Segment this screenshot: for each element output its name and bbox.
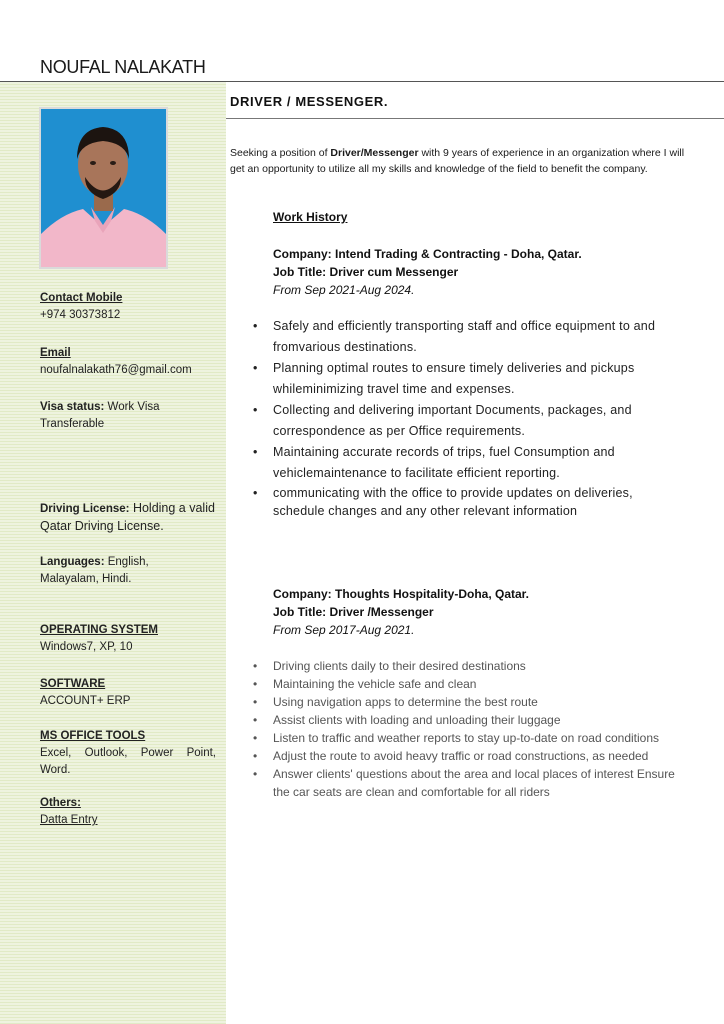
others-section [40,795,220,829]
operating-system-section [40,622,220,656]
languages-section [40,554,170,588]
profile-photo-image [41,109,166,267]
objective-text-start: Seeking a position of [230,147,331,159]
ms-office-section [40,728,216,779]
contact-mobile-value: +974 30373812 [40,309,121,321]
list-item: • Driving clients daily to their desired destinations [273,657,683,675]
job-entry-2 [273,585,529,639]
list-item: • Safely and efficiently transporting staff and office equipment to and fromvarious destinations. [273,316,683,358]
candidate-name: NOUFAL NALAKATH [40,57,206,77]
list-item: • communicating with the office to provide updates on deliveries, schedule changes and any other relevant information [273,484,683,520]
contact-mobile-section [40,290,220,324]
others-label: Others: [40,797,81,809]
software-label: SOFTWARE [40,678,106,690]
list-item: • Maintaining the vehicle safe and clean [273,675,683,693]
career-objective [230,145,690,177]
email-value: noufalnalakath76@gmail.com [40,364,192,376]
job-1-period: From Sep 2021-Aug 2024. [273,283,415,297]
job-1-duties [273,316,683,520]
email-label: Email [40,347,71,359]
role-divider [226,118,724,119]
list-item: • Listen to traffic and weather reports to stay up-to-date on road conditions [273,729,683,747]
list-item: • Assist clients with loading and unloading their luggage [273,711,683,729]
software-section [40,676,220,710]
driving-license-label: Driving License: [40,503,130,515]
list-item: • Maintaining accurate records of trips, fuel Consumption and vehiclemaintenance to facilitate efficient reporting. [273,442,683,484]
languages-label: Languages: [40,556,105,568]
job-2-company: Company: Thoughts Hospitality-Doha, Qatar. [273,587,530,601]
ms-office-value: Excel, Outlook, Power Point, Word. [40,747,216,776]
visa-section [40,399,180,433]
work-history-heading: Work History [273,210,348,224]
ms-office-label: MS OFFICE TOOLS [40,730,146,742]
profile-photo [39,107,168,269]
list-item: • Collecting and delivering important Documents, packages, and correspondence as per Office requirements. [273,400,683,442]
job-1-company: Company: Intend Trading & Contracting - Doha, Qatar. [273,247,582,261]
contact-mobile-label: Contact Mobile [40,292,123,304]
software-value: ACCOUNT+ ERP [40,695,131,707]
list-item: • Using navigation apps to determine the best route [273,693,683,711]
objective-highlight: Driver/Messenger [330,147,419,159]
job-1-title: Job Title: Driver cum Messenger [273,265,459,279]
driving-license-value: Holding a valid Qatar Driving License. [40,501,215,533]
job-2-title: Job Title: Driver /Messenger [273,605,434,619]
visa-label: Visa status: [40,401,105,413]
operating-system-value: Windows7, XP, 10 [40,641,133,653]
objective-text-end: with 9 years of experience in an organization where I will get an opportunity to utilize all my skills and knowledge of the field to benefit the company. [230,147,685,175]
job-2-duties [273,657,683,801]
list-item: • Answer clients' questions about the area and local places of interest Ensure the car seats are clean and comfortable for all riders [273,765,683,801]
visa-value: Work Visa Transferable [40,401,160,430]
job-role-title: DRIVER / MESSENGER. [230,94,389,109]
job-2-period: From Sep 2017-Aug 2021. [273,623,415,637]
list-item: • Planning optimal routes to ensure timely deliveries and pickups whileminimizing travel time and expenses. [273,358,683,400]
header-divider [0,81,724,82]
driving-license-section [40,500,220,535]
languages-value: English, Malayalam, Hindi. [40,556,149,585]
operating-system-label: OPERATING SYSTEM [40,624,158,636]
job-entry-1 [273,245,582,299]
others-value: Datta Entry [40,814,98,826]
email-section [40,345,220,379]
list-item: • Adjust the route to avoid heavy traffic or road constructions, as needed [273,747,683,765]
